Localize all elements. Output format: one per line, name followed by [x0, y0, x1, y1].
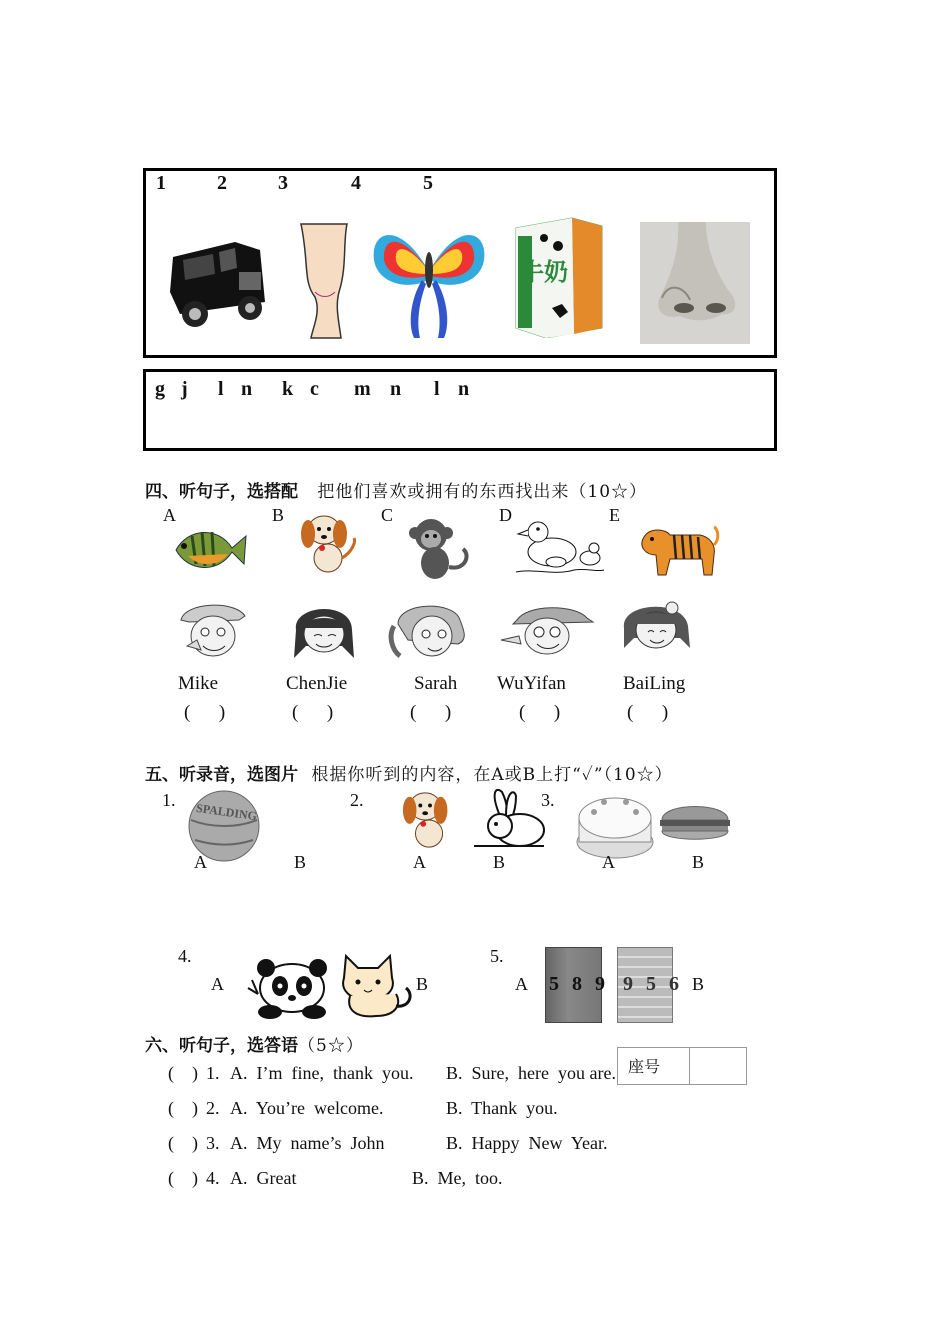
question-number-1: 1. — [162, 790, 176, 810]
q6-answer-blank[interactable]: ( ) — [168, 1133, 198, 1153]
q2-option-b[interactable]: B — [493, 852, 506, 872]
question-number-4: 4. — [178, 946, 192, 966]
duck-picture — [514, 514, 606, 580]
section6-heading — [145, 1031, 364, 1056]
q6-row-2 — [168, 1098, 638, 1122]
nose-picture — [640, 222, 750, 344]
q5-option-a[interactable]: A — [515, 974, 528, 994]
q6-option-a[interactable]: A. I’m fine, thank you. — [230, 1063, 414, 1083]
picture-number-5: 5 — [423, 172, 433, 194]
panda-picture — [242, 958, 332, 1020]
answer-blank-chenjie[interactable]: ( ) — [292, 702, 334, 723]
basketball-text: SPALDING — [195, 800, 258, 824]
tiger-picture — [630, 515, 720, 581]
rabbit-picture — [470, 786, 548, 850]
mike-face-picture — [175, 600, 255, 662]
name-chenjie: ChenJie — [286, 673, 348, 694]
name-sarah: Sarah — [414, 673, 458, 694]
q2-option-a[interactable]: A — [413, 852, 426, 872]
section4-heading — [145, 477, 647, 502]
kite-picture — [370, 220, 488, 345]
section5-heading — [145, 760, 673, 785]
seat-number-label: 座号 — [618, 1048, 690, 1084]
seat-number-box — [617, 1047, 747, 1085]
q6-answer-blank[interactable]: ( ) — [168, 1063, 198, 1083]
picture-number-2: 2 — [217, 172, 227, 194]
picture-number-1: 1 — [156, 172, 166, 194]
q4-option-b[interactable]: B — [416, 974, 429, 994]
q6-answer-blank[interactable]: ( ) — [168, 1168, 198, 1188]
monkey-picture — [405, 515, 475, 583]
door-b-number: 9 5 6 — [623, 973, 683, 995]
letter: n — [241, 378, 253, 400]
picture-number-3: 3 — [278, 172, 288, 194]
q6-row-3 — [168, 1133, 638, 1157]
q6-option-a[interactable]: A. Great — [230, 1168, 297, 1188]
q6-number: 3. — [206, 1133, 220, 1153]
fish-picture — [170, 522, 248, 577]
option-label-b: B — [272, 505, 285, 525]
q6-row-1 — [168, 1063, 628, 1087]
wuyifan-face-picture — [497, 604, 597, 660]
q6-option-b[interactable]: B. Me, too. — [412, 1168, 503, 1188]
option-label-a: A — [163, 505, 176, 525]
q6-row-4 — [168, 1168, 638, 1192]
q3-option-b[interactable]: B — [692, 852, 705, 872]
q4-option-a[interactable]: A — [211, 974, 224, 994]
letter: l — [218, 378, 224, 400]
answer-blank-sarah[interactable]: ( ) — [410, 702, 452, 723]
q6-number: 1. — [206, 1063, 220, 1083]
letter: m — [354, 378, 371, 400]
section5-instruction: 根据你听到的内容，在A或B上打“✓”（10☆） — [311, 765, 673, 785]
letter: n — [390, 378, 402, 400]
answer-blank-bailing[interactable]: ( ) — [627, 702, 669, 723]
sarah-face-picture — [388, 600, 472, 662]
q6-option-b[interactable]: B. Thank you. — [446, 1098, 558, 1118]
option-label-c: C — [381, 505, 394, 525]
question-number-2: 2. — [350, 790, 364, 810]
door-a-number: 5 8 9 — [549, 973, 609, 995]
question-number-3: 3. — [541, 790, 555, 810]
question-number-5: 5. — [490, 946, 504, 966]
seat-number-field[interactable] — [690, 1048, 746, 1084]
q1-option-a[interactable]: A — [194, 852, 207, 872]
letter: g — [155, 378, 165, 400]
q6-option-b[interactable]: B. Sure, here you are. — [446, 1063, 616, 1083]
q6-number: 2. — [206, 1098, 220, 1118]
answer-blank-mike[interactable]: ( ) — [184, 702, 226, 723]
name-wuyifan: WuYifan — [497, 673, 566, 694]
dog-picture-q2 — [400, 788, 460, 852]
bailing-face-picture — [614, 598, 700, 658]
q6-answer-blank[interactable]: ( ) — [168, 1098, 198, 1118]
name-bailing: BaiLing — [623, 673, 686, 694]
letter: n — [458, 378, 470, 400]
option-label-d: D — [499, 505, 512, 525]
hamburger-picture — [658, 800, 732, 846]
chenjie-face-picture — [282, 600, 366, 662]
section4-title: 四、听句子，选搭配 — [145, 482, 298, 502]
q3-option-a[interactable]: A — [602, 852, 615, 872]
letter: j — [181, 378, 188, 400]
dog-picture — [298, 512, 360, 576]
cat-picture — [336, 950, 416, 1020]
answer-blank-wuyifan[interactable]: ( ) — [519, 702, 561, 723]
knee-picture — [295, 222, 355, 340]
picture-number-4: 4 — [351, 172, 361, 194]
section6-title: 六、听句子，选答语 — [145, 1036, 298, 1056]
section4-instruction: 把他们喜欢或拥有的东西找出来（10☆） — [317, 482, 648, 502]
section5-title: 五、听录音，选图片 — [145, 765, 298, 785]
q6-option-b[interactable]: B. Happy New Year. — [446, 1133, 608, 1153]
jeep-picture — [165, 232, 270, 337]
q6-option-a[interactable]: A. My name’s John — [230, 1133, 385, 1153]
milk-box-text: 牛奶 — [520, 258, 568, 286]
q6-option-a[interactable]: A. You’re welcome. — [230, 1098, 384, 1118]
q6-number: 4. — [206, 1168, 220, 1188]
section6-stars: （5☆） — [298, 1036, 364, 1056]
q1-option-b[interactable]: B — [294, 852, 307, 872]
letter: k — [282, 378, 294, 400]
letter: c — [310, 378, 319, 400]
cake-picture — [574, 790, 656, 862]
name-mike: Mike — [178, 673, 219, 694]
letter: l — [434, 378, 440, 400]
q5-option-b[interactable]: B — [692, 974, 705, 994]
option-label-e: E — [609, 505, 620, 525]
